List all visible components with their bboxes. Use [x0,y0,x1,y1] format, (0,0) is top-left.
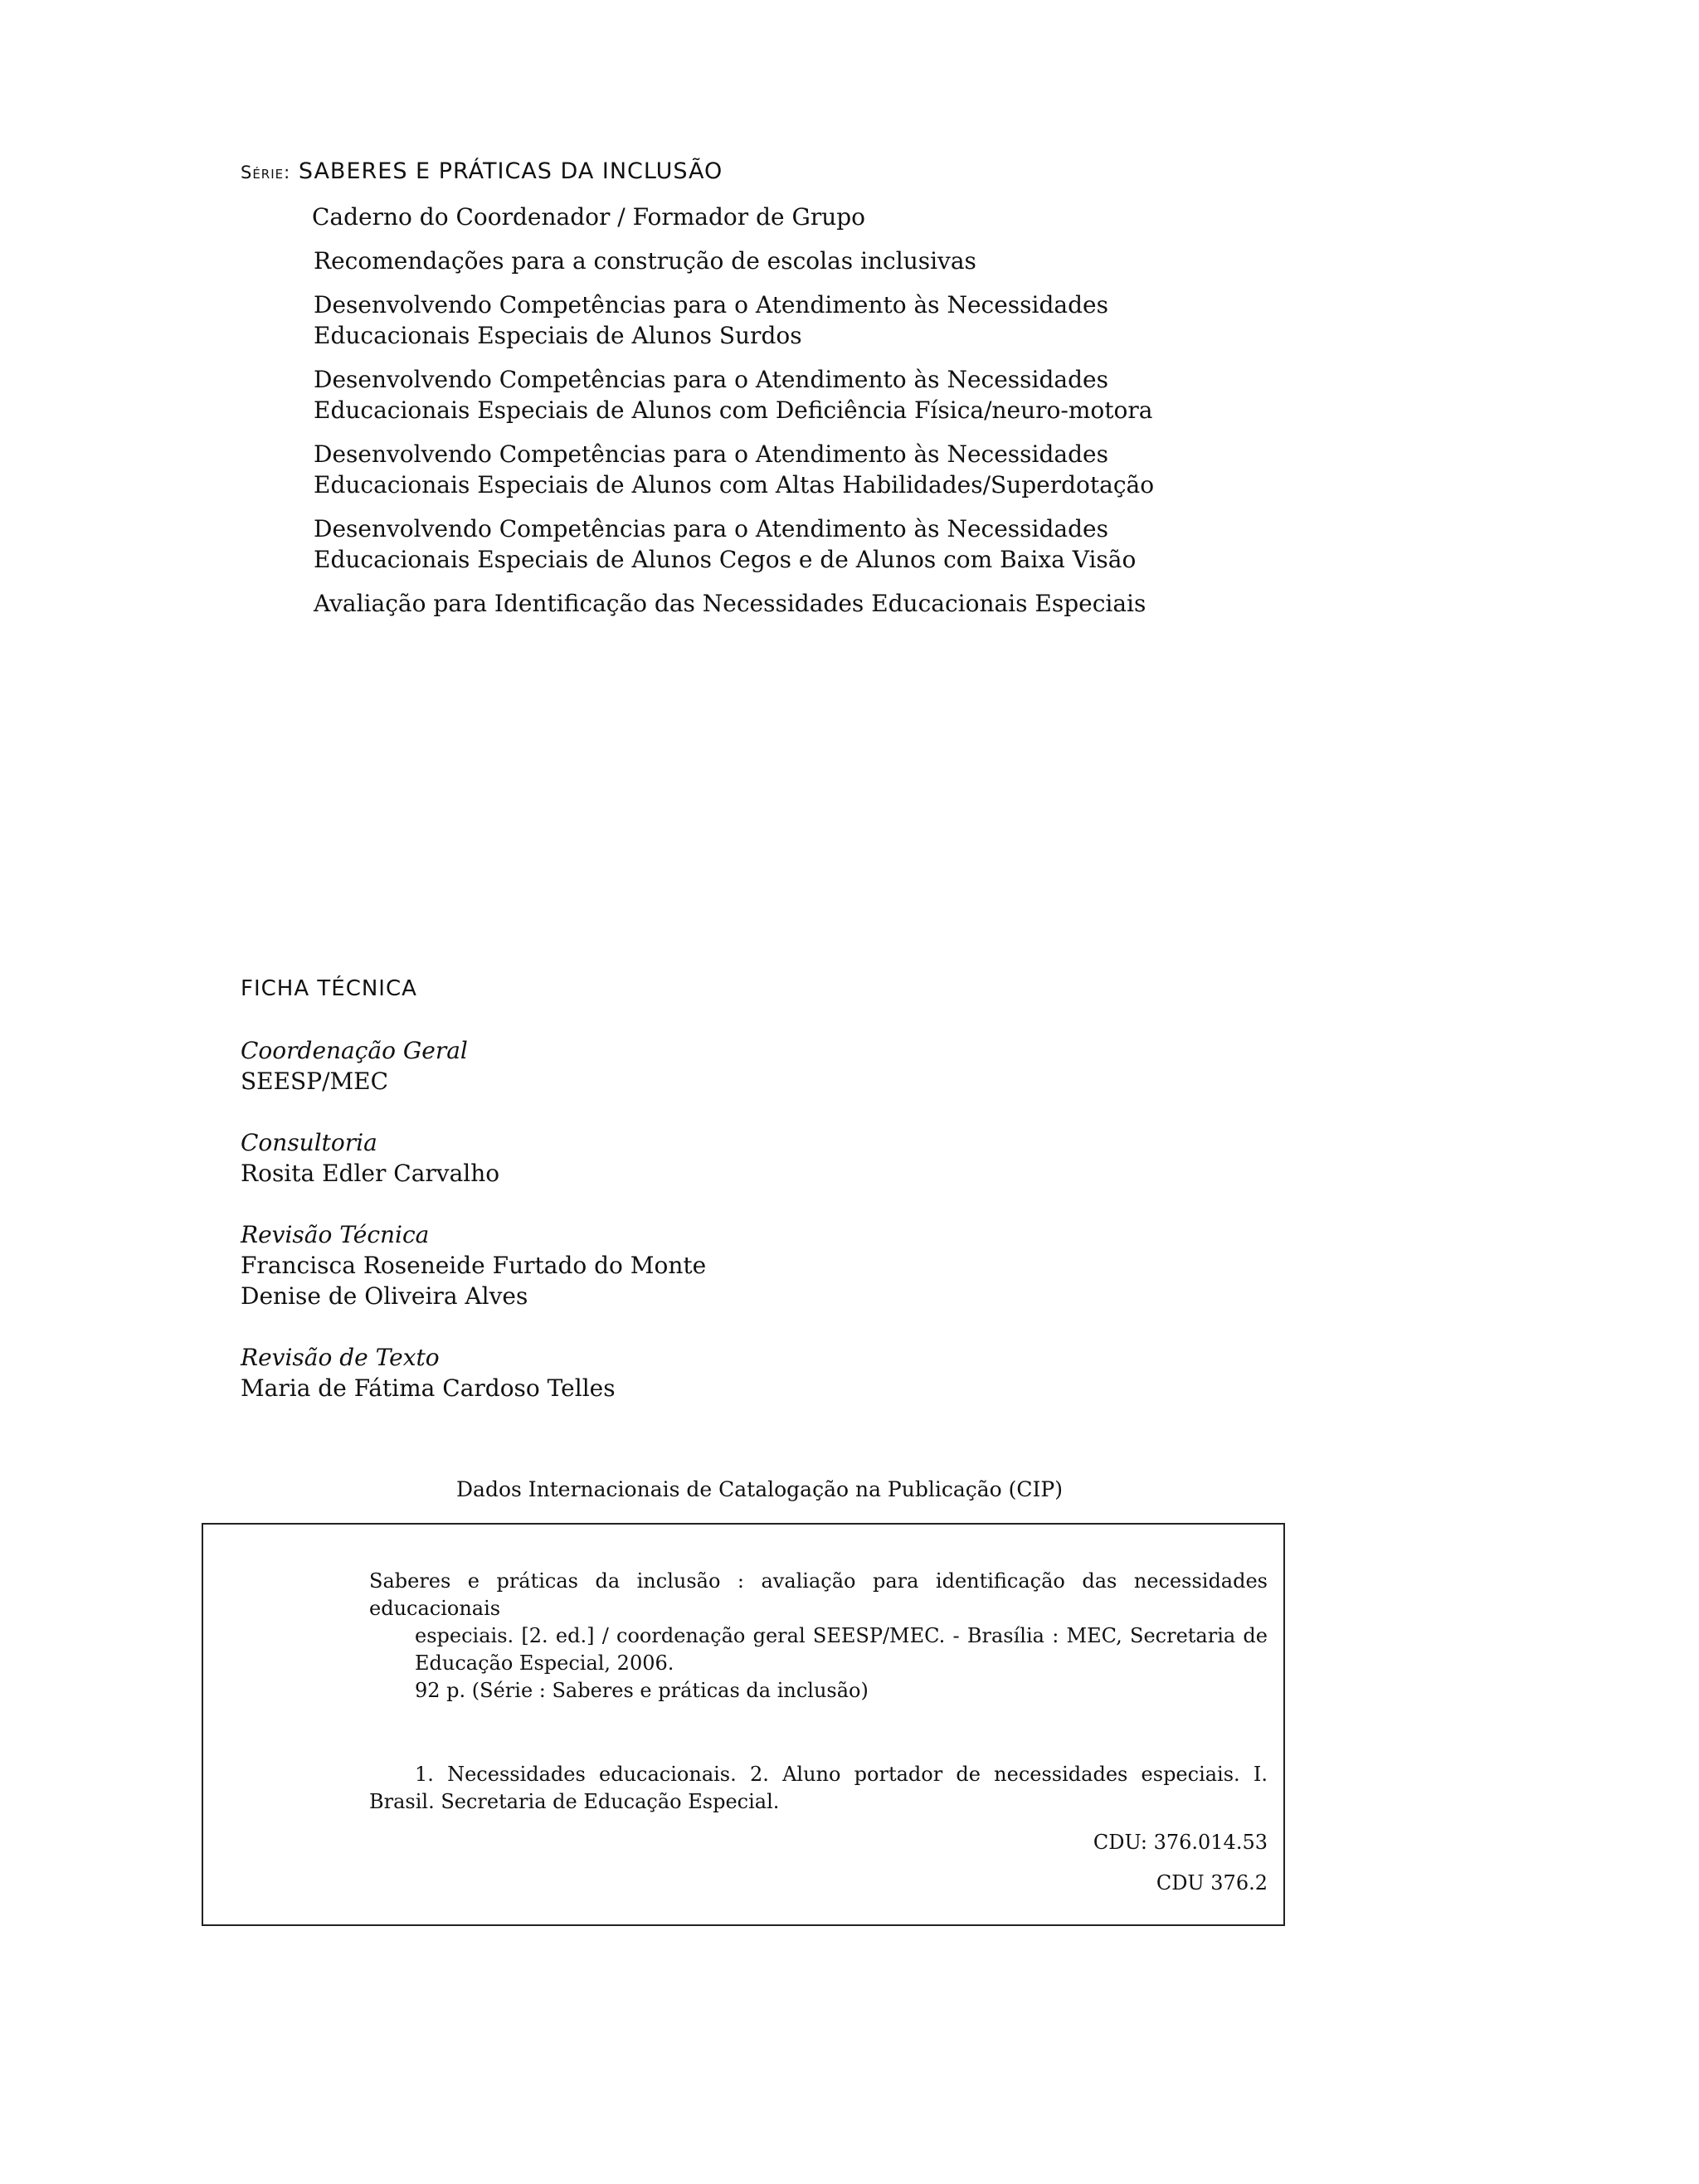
cip-record-box [202,1523,1285,1926]
series-item: Desenvolvendo Competências para o Atendimento às Necessidades Educacionais Especiais de Alunos Surdos [314,291,1108,349]
cip-entry-first-line: Saberes e práticas da inclusão : avaliação para identificação das necessidades educacionais [369,1569,1268,1620]
series-heading-prefix: Série: [241,163,291,182]
credits-list [241,1035,1319,1434]
credit-role: Revisão Técnica [241,1221,430,1248]
cip-subjects: 1. Necessidades educacionais. 2. Aluno portador de necessidades especiais. I. Brasil. Secretaria de Educação Especial. [369,1763,1268,1813]
series-item: Desenvolvendo Competências para o Atendimento às Necessidades Educacionais Especiais de Alunos com Altas Habilidades/Superdotação [314,440,1155,499]
series-heading [241,158,723,184]
series-item: Caderno do Coordenador / Formador de Grupo [312,203,866,231]
credit-revisao-texto [241,1342,1319,1403]
credit-person: SEESP/MEC [241,1068,389,1095]
credit-role: Coordenação Geral [241,1037,468,1064]
cdu-secondary: CDU 376.2 [1156,1871,1268,1895]
series-item: Desenvolvendo Competências para o Atendimento às Necessidades Educacionais Especiais de Alunos Cegos e de Alunos com Baixa Visão [314,515,1137,573]
series-list [314,202,1392,632]
credit-person: Denise de Oliveira Alves [241,1282,528,1310]
credit-consultoria [241,1127,1319,1189]
credit-person: Francisca Roseneide Furtado do Monte [241,1252,707,1279]
cip-record-body [369,1568,1268,1897]
series-item: Avaliação para Identificação das Necessidades Educacionais Especiais [314,590,1146,617]
cip-pages: 92 p. (Série : Saberes e práticas da inclusão) [415,1679,869,1702]
series-item: Recomendações para a construção de escolas inclusivas [314,247,976,275]
series-heading-title: SABERES E PRÁTICAS DA INCLUSÃO [298,158,723,184]
ficha-tecnica-heading: FICHA TÉCNICA [241,976,417,1001]
credit-person: Rosita Edler Carvalho [241,1160,500,1187]
credit-person: Maria de Fátima Cardoso Telles [241,1374,616,1402]
cdu-primary: CDU: 376.014.53 [1093,1831,1268,1854]
cip-entry-continuation: especiais. [2. ed.] / coordenação geral SEESP/MEC. - Brasília : MEC, Secretaria de Educação Especial, 2006. [415,1624,1268,1675]
credit-role: Consultoria [241,1129,377,1156]
credit-role: Revisão de Texto [241,1344,440,1371]
cip-main-entry [369,1568,1268,1677]
series-item: Desenvolvendo Competências para o Atendimento às Necessidades Educacionais Especiais de Alunos com Deficiência Física/neuro-motora [314,366,1153,424]
credit-coordenacao [241,1035,1319,1097]
credit-revisao-tecnica [241,1219,1319,1311]
cip-title: Dados Internacionais de Catalogação na Publicação (CIP) [456,1477,1063,1501]
